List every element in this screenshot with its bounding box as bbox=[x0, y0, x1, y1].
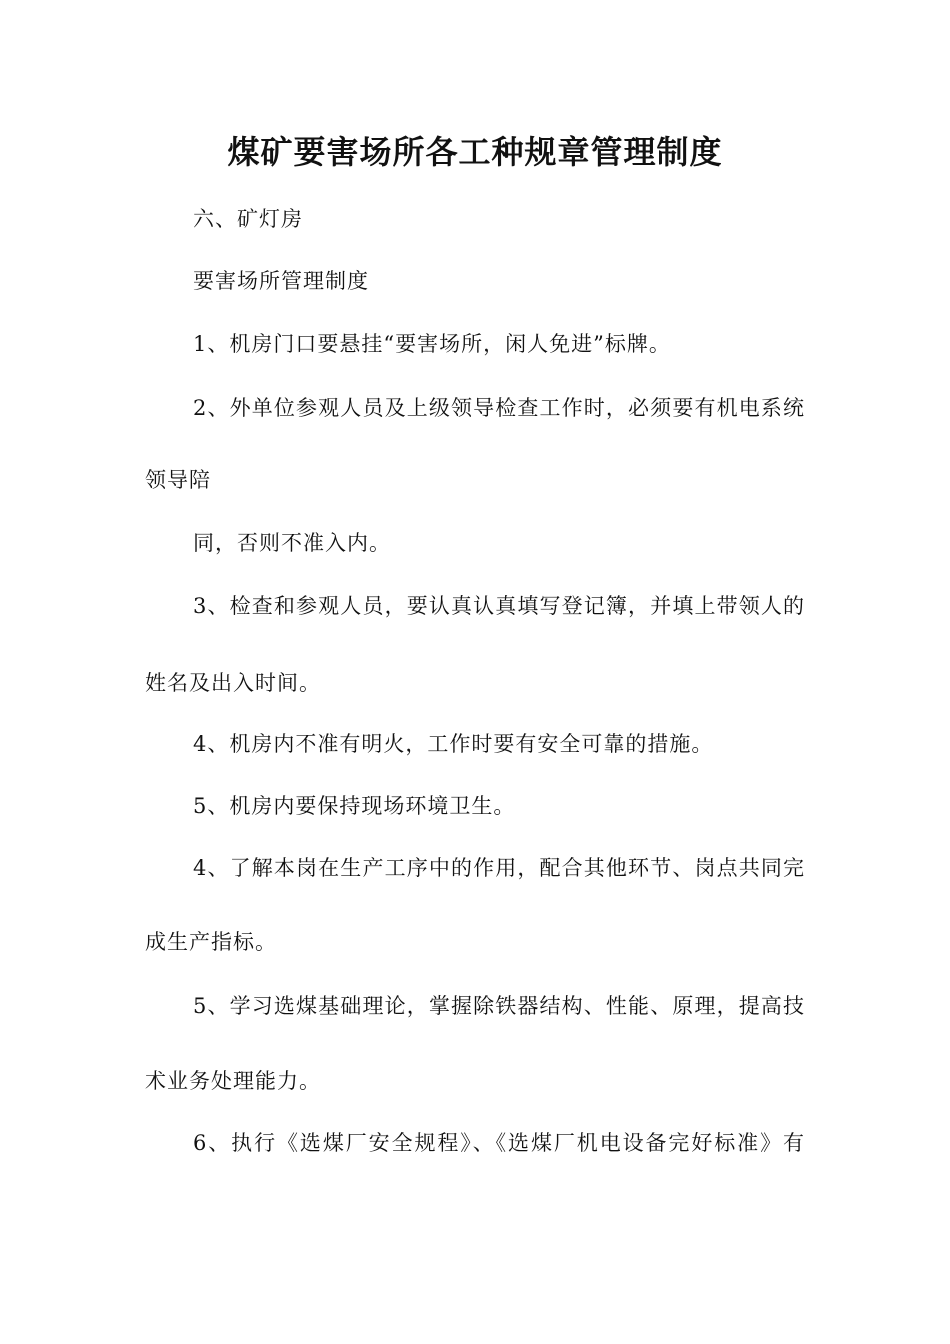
subsection-heading: 要害场所管理制度 bbox=[193, 269, 369, 293]
paragraph-line: 领导陪 bbox=[145, 468, 211, 492]
paragraph-line: 5、学习选煤基础理论，掌握除铁器结构、性能、原理，提高技 bbox=[193, 994, 805, 1018]
paragraph-line: 姓名及出入时间。 bbox=[145, 671, 321, 695]
paragraph-line: 成生产指标。 bbox=[145, 930, 277, 954]
document-title: 煤矿要害场所各工种规章管理制度 bbox=[227, 133, 723, 171]
paragraph-line: 3、检查和参观人员，要认真认真填写登记簿，并填上带领人的 bbox=[193, 594, 805, 618]
paragraph-line: 1、机房门口要悬挂“要害场所，闲人免进”标牌。 bbox=[193, 332, 671, 356]
section-heading: 六、矿灯房 bbox=[193, 207, 303, 231]
paragraph-line: 6、执行《选煤厂安全规程》、《选煤厂机电设备完好标准》有 bbox=[193, 1131, 805, 1155]
paragraph-line: 4、了解本岗在生产工序中的作用，配合其他环节、岗点共同完 bbox=[193, 856, 805, 880]
paragraph-line: 4、机房内不准有明火，工作时要有安全可靠的措施。 bbox=[193, 732, 714, 756]
paragraph-line: 2、外单位参观人员及上级领导检查工作时，必须要有机电系统 bbox=[193, 396, 805, 420]
paragraph-line: 同，否则不准入内。 bbox=[193, 531, 391, 555]
paragraph-line: 术业务处理能力。 bbox=[145, 1069, 321, 1093]
paragraph-line: 5、机房内要保持现场环境卫生。 bbox=[193, 794, 516, 818]
